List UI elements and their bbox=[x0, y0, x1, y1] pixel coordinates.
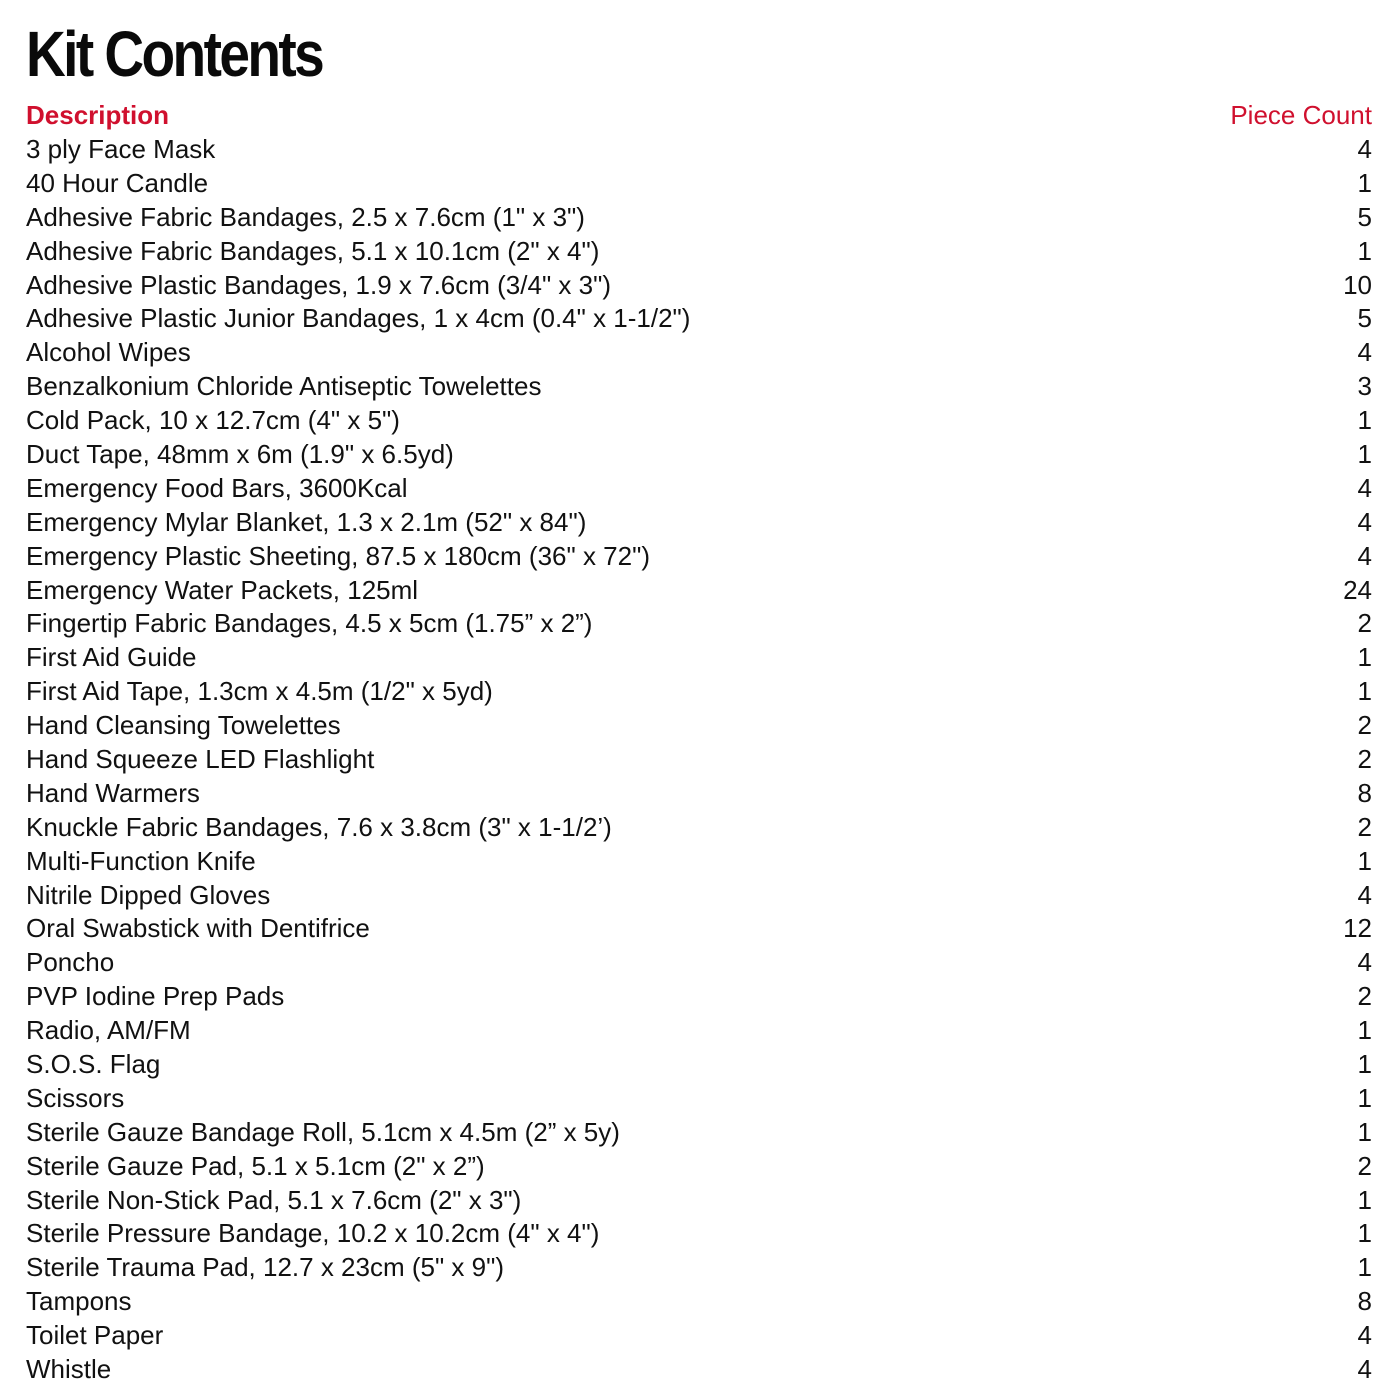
item-description: Oral Swabstick with Dentifrice bbox=[26, 913, 370, 944]
item-description: Scissors bbox=[26, 1082, 125, 1113]
item-description: Whistle bbox=[26, 1354, 112, 1385]
contents-list bbox=[26, 132, 1372, 1386]
item-piece-count: 1 bbox=[1357, 1049, 1372, 1079]
table-row bbox=[26, 945, 1372, 979]
item-description: Poncho bbox=[26, 947, 115, 978]
item-piece-count: 4 bbox=[1357, 133, 1372, 164]
item-piece-count: 4 bbox=[1357, 337, 1372, 368]
table-row bbox=[26, 369, 1372, 403]
item-description: Tampons bbox=[26, 1286, 132, 1317]
table-row bbox=[26, 132, 1372, 166]
table-row bbox=[26, 1183, 1372, 1217]
item-piece-count: 5 bbox=[1357, 201, 1372, 232]
table-row bbox=[26, 1318, 1372, 1352]
table-row bbox=[26, 1081, 1372, 1115]
table-row bbox=[26, 1217, 1372, 1251]
item-piece-count: 4 bbox=[1357, 506, 1372, 537]
item-piece-count: 3 bbox=[1357, 371, 1372, 402]
item-piece-count: 1 bbox=[1357, 1082, 1372, 1113]
item-piece-count: 2 bbox=[1357, 743, 1372, 774]
item-description: Sterile Trauma Pad, 12.7 x 23cm (5" x 9") bbox=[26, 1252, 504, 1283]
table-row bbox=[26, 1149, 1372, 1183]
item-piece-count: 24 bbox=[1343, 574, 1372, 605]
table-row bbox=[26, 1115, 1372, 1149]
table-row bbox=[26, 1250, 1372, 1284]
table-row bbox=[26, 1013, 1372, 1047]
table-row bbox=[26, 573, 1372, 607]
item-description: Multi-Function Knife bbox=[26, 845, 256, 876]
item-description: Adhesive Fabric Bandages, 2.5 x 7.6cm (1" x 3") bbox=[26, 201, 585, 232]
table-row bbox=[26, 403, 1372, 437]
item-description: Hand Squeeze LED Flashlight bbox=[26, 743, 375, 774]
item-piece-count: 2 bbox=[1357, 811, 1372, 842]
item-description: Adhesive Plastic Bandages, 1.9 x 7.6cm (3/4" x 3") bbox=[26, 269, 611, 300]
item-piece-count: 2 bbox=[1357, 1150, 1372, 1181]
item-piece-count: 2 bbox=[1357, 710, 1372, 741]
item-description: S.O.S. Flag bbox=[26, 1049, 161, 1079]
kit-contents-document bbox=[26, 14, 1372, 1386]
item-description: 40 Hour Candle bbox=[26, 167, 209, 198]
item-piece-count: 4 bbox=[1357, 947, 1372, 978]
item-description: PVP Iodine Prep Pads bbox=[26, 981, 285, 1012]
item-piece-count: 4 bbox=[1357, 540, 1372, 571]
item-description: Adhesive Plastic Junior Bandages, 1 x 4cm (0.4" x 1-1/2") bbox=[26, 303, 691, 334]
item-description: Nitrile Dipped Gloves bbox=[26, 879, 271, 910]
item-description: Radio, AM/FM bbox=[26, 1015, 191, 1046]
table-row bbox=[26, 844, 1372, 878]
item-description: Sterile Non-Stick Pad, 5.1 x 7.6cm (2" x 3") bbox=[26, 1184, 522, 1215]
column-header-piece-count: Piece Count bbox=[1230, 100, 1372, 130]
item-piece-count: 1 bbox=[1357, 676, 1372, 707]
item-piece-count: 8 bbox=[1357, 1286, 1372, 1317]
table-row bbox=[26, 335, 1372, 369]
item-description: Emergency Mylar Blanket, 1.3 x 2.1m (52" x 84") bbox=[26, 506, 587, 537]
item-piece-count: 1 bbox=[1357, 405, 1372, 436]
item-description: Hand Warmers bbox=[26, 777, 200, 808]
table-row bbox=[26, 606, 1372, 640]
item-description: Sterile Gauze Pad, 5.1 x 5.1cm (2" x 2”) bbox=[26, 1150, 485, 1181]
table-row bbox=[26, 200, 1372, 234]
table-row bbox=[26, 471, 1372, 505]
item-piece-count: 1 bbox=[1357, 1252, 1372, 1283]
item-description: Sterile Gauze Bandage Roll, 5.1cm x 4.5m (2” x 5y) bbox=[26, 1116, 620, 1147]
table-row bbox=[26, 268, 1372, 302]
table-row bbox=[26, 979, 1372, 1013]
item-description: Knuckle Fabric Bandages, 7.6 x 3.8cm (3" x 1-1/2’) bbox=[26, 811, 612, 842]
item-piece-count: 8 bbox=[1357, 777, 1372, 808]
item-piece-count: 1 bbox=[1357, 1184, 1372, 1215]
item-description: Hand Cleansing Towelettes bbox=[26, 710, 341, 741]
table-row bbox=[26, 234, 1372, 268]
table-row bbox=[26, 505, 1372, 539]
item-description: Duct Tape, 48mm x 6m (1.9" x 6.5yd) bbox=[26, 438, 454, 469]
item-piece-count: 5 bbox=[1357, 303, 1372, 334]
table-row bbox=[26, 911, 1372, 945]
item-description: Sterile Pressure Bandage, 10.2 x 10.2cm (4" x 4") bbox=[26, 1218, 600, 1249]
item-piece-count: 10 bbox=[1343, 269, 1372, 300]
item-description: Benzalkonium Chloride Antiseptic Towelettes bbox=[26, 371, 542, 402]
item-piece-count: 1 bbox=[1357, 1015, 1372, 1046]
table-row bbox=[26, 878, 1372, 912]
item-description: Fingertip Fabric Bandages, 4.5 x 5cm (1.75” x 2”) bbox=[26, 608, 593, 639]
item-piece-count: 1 bbox=[1357, 642, 1372, 673]
item-piece-count: 1 bbox=[1357, 438, 1372, 469]
table-row bbox=[26, 1047, 1372, 1081]
table-row bbox=[26, 166, 1372, 200]
item-piece-count: 4 bbox=[1357, 879, 1372, 910]
column-header-description: Description bbox=[26, 100, 170, 130]
item-piece-count: 4 bbox=[1357, 1354, 1372, 1385]
page-title: Kit Contents bbox=[26, 18, 323, 90]
item-piece-count: 2 bbox=[1357, 608, 1372, 639]
item-description: Alcohol Wipes bbox=[26, 337, 191, 368]
table-row bbox=[26, 1284, 1372, 1318]
item-description: First Aid Tape, 1.3cm x 4.5m (1/2" x 5yd) bbox=[26, 676, 493, 707]
item-piece-count: 4 bbox=[1357, 1320, 1372, 1351]
item-description: Emergency Food Bars, 3600Kcal bbox=[26, 472, 408, 503]
item-description: Cold Pack, 10 x 12.7cm (4" x 5") bbox=[26, 405, 400, 436]
table-row bbox=[26, 776, 1372, 810]
item-description: Emergency Plastic Sheeting, 87.5 x 180cm (36" x 72") bbox=[26, 540, 650, 571]
item-description: 3 ply Face Mask bbox=[26, 133, 216, 164]
item-piece-count: 12 bbox=[1343, 913, 1372, 944]
item-piece-count: 4 bbox=[1357, 472, 1372, 503]
item-description: Toilet Paper bbox=[26, 1320, 164, 1351]
item-piece-count: 1 bbox=[1357, 1218, 1372, 1249]
table-row bbox=[26, 742, 1372, 776]
table-row bbox=[26, 810, 1372, 844]
item-piece-count: 2 bbox=[1357, 981, 1372, 1012]
table-row bbox=[26, 674, 1372, 708]
table-row bbox=[26, 708, 1372, 742]
table-row bbox=[26, 640, 1372, 674]
table-row bbox=[26, 437, 1372, 471]
item-description: Emergency Water Packets, 125ml bbox=[26, 574, 419, 605]
table-row bbox=[26, 301, 1372, 335]
item-piece-count: 1 bbox=[1357, 845, 1372, 876]
item-description: First Aid Guide bbox=[26, 642, 197, 673]
item-description: Adhesive Fabric Bandages, 5.1 x 10.1cm (2" x 4") bbox=[26, 235, 600, 266]
item-piece-count: 1 bbox=[1357, 235, 1372, 266]
item-piece-count: 1 bbox=[1357, 1116, 1372, 1147]
table-header bbox=[26, 98, 1372, 132]
item-piece-count: 1 bbox=[1357, 167, 1372, 198]
table-row bbox=[26, 1352, 1372, 1386]
table-row bbox=[26, 539, 1372, 573]
